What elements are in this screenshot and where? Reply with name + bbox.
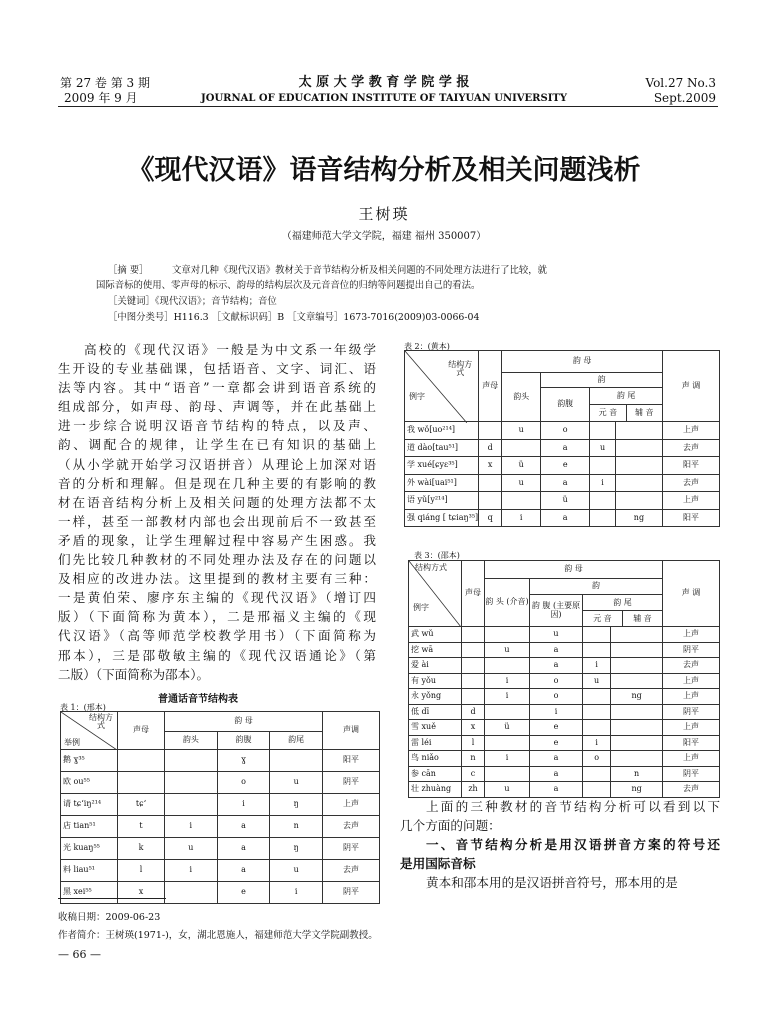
cell-c4: i <box>590 474 616 492</box>
cell-ex: 光 kuaŋ⁵⁵ <box>61 838 118 860</box>
table2: 结构方式 例字 声母 韵 母 声 调 韵头 韵 韵腹 韵 尾 元 音 辅 音 我 wǒ[uo²¹⁴] u o 上声 道 dào[tau⁵¹] d a u 去声 学 xué[ɕyɛ³⁵] x ü e 阳平 外 wài[uai⁵¹] u a i 去声 语 yǔ[y²¹⁴] ü 上声 强 qiáng [ tɕiaŋ³⁵] q i a ng 阳平 <box>404 350 720 527</box>
cell-c3: a <box>541 439 590 457</box>
cell-ex: 武 wǔ <box>409 627 462 643</box>
cell-c3: ü <box>541 492 590 510</box>
table-row <box>405 509 720 527</box>
cell-tone: 阴平 <box>663 642 720 658</box>
cell-c4 <box>583 782 611 798</box>
cell-c1: n <box>462 751 485 767</box>
table-row <box>405 457 720 475</box>
table-row <box>409 735 720 751</box>
cell-c2: u <box>485 642 530 658</box>
table-row <box>61 882 380 904</box>
cell-c5 <box>615 439 662 457</box>
cell-c2: u <box>165 838 218 860</box>
cell-tone: 上声 <box>663 689 720 705</box>
cell-c2 <box>165 882 218 904</box>
author-bio: 作者简介：王树瑛(1971-)，女，湖北恩施人，福建师范大学文学院副教授。 <box>58 930 378 941</box>
cell-c4 <box>590 509 616 527</box>
cell-c2: i <box>165 860 218 882</box>
cell-ex: 壮 zhuàng <box>409 782 462 798</box>
table1-label: 表 1：(邢本) <box>60 703 106 712</box>
cell-c1 <box>462 627 485 643</box>
cell-c1: c <box>462 766 485 782</box>
cell-ex: 爱 ài <box>409 658 462 674</box>
cell-c3: a <box>541 509 590 527</box>
cell-ex: 请 tɕ‘iŋ²¹⁴ <box>61 794 118 816</box>
cell-c4: ŋ <box>270 794 323 816</box>
cell-c2: i <box>485 673 530 689</box>
cell-c2: u <box>502 422 541 440</box>
table-row <box>409 720 720 736</box>
cell-ex: 外 wài[uai⁵¹] <box>405 474 479 492</box>
cell-c1 <box>462 642 485 658</box>
table-row <box>409 658 720 674</box>
cell-c4 <box>583 642 611 658</box>
cell-c3: o <box>530 689 583 705</box>
cell-tone: 上声 <box>663 492 720 510</box>
cell-c3: a <box>530 642 583 658</box>
cell-tone: 阴平 <box>323 838 380 860</box>
cell-tone: 上声 <box>663 422 720 440</box>
cell-c3: a <box>530 751 583 767</box>
cell-c4: u <box>590 439 616 457</box>
table-row <box>405 492 720 510</box>
cell-c1: t <box>118 816 165 838</box>
cell-c3: a <box>541 474 590 492</box>
cell-c5 <box>615 457 662 475</box>
cell-c3: a <box>217 860 270 882</box>
cell-c4: i <box>270 882 323 904</box>
cell-c3: i <box>217 794 270 816</box>
cell-tone: 阳平 <box>663 509 720 527</box>
cell-c2 <box>485 627 530 643</box>
cell-c2: i <box>165 816 218 838</box>
table1-corner: 结构方式 举例 <box>61 712 118 750</box>
cell-ex: 永 yǒng <box>409 689 462 705</box>
cell-c1 <box>479 474 502 492</box>
cell-c2 <box>485 658 530 674</box>
cell-c2: ü <box>485 720 530 736</box>
cell-c5 <box>615 492 662 510</box>
cell-c2: u <box>502 474 541 492</box>
cell-c4: n <box>270 816 323 838</box>
cell-c4 <box>583 720 611 736</box>
table3-label: 表 3：(邵本) <box>414 551 460 560</box>
cell-ex: 有 yǒu <box>409 673 462 689</box>
cell-tone: 去声 <box>663 658 720 674</box>
cell-tone: 阴平 <box>663 704 720 720</box>
cell-c3: o <box>541 422 590 440</box>
cell-c1: d <box>462 704 485 720</box>
cell-c2 <box>485 704 530 720</box>
cell-c3: e <box>530 720 583 736</box>
affiliation: （福建师范大学文学院，福建 福州 350007） <box>281 231 487 242</box>
cell-c1: x <box>479 457 502 475</box>
table-row <box>409 627 720 643</box>
cell-ex: 料 liau⁵¹ <box>61 860 118 882</box>
cell-tone: 去声 <box>663 782 720 798</box>
cell-c2 <box>165 750 218 772</box>
cell-ex: 道 dào[tau⁵¹] <box>405 439 479 457</box>
cell-c5 <box>611 627 663 643</box>
cell-c3: i <box>530 704 583 720</box>
table-row <box>61 772 380 794</box>
table-row <box>405 422 720 440</box>
table-row <box>409 751 720 767</box>
cell-c2 <box>165 772 218 794</box>
cell-c4: u <box>270 860 323 882</box>
sept: Sept.2009 <box>653 91 716 105</box>
cell-tone: 去声 <box>663 439 720 457</box>
journal-title-cn: 太 原 大 学 教 育 学 院 学 报 <box>298 75 470 90</box>
cell-c4 <box>583 704 611 720</box>
cell-c5 <box>611 642 663 658</box>
table3-corner: 结构方式 例字 <box>409 561 462 627</box>
cell-c1: x <box>462 720 485 736</box>
keywords: ［关键词］《现代汉语》；音节结构；音位 <box>108 296 277 307</box>
table3: 结构方式 例字 声母 韵 母 声 调 韵 头 (介音) 韵 韵 腹 (主要原因) 韵 尾 元 音 辅 音 武 wǔ u 上声 挖 wā u a 阴平 爱 ài a i 去声 有 yǒu i o u 上声 永 yǒng i o ng 上声 低 dī d i 阴平 雪 xuě x ü e 上声 雷 léi l e i 阳平 鸟 niǎo n i a o 上声 参 cān c a n 阴平 壮 zhuàng zh u a ng 去声 <box>408 560 720 798</box>
cell-c5 <box>611 673 663 689</box>
abstract-line1: 文章对几种《现代汉语》教材关于音节结构分析及相关问题的不同处理方法进行了比较，就 <box>172 265 548 276</box>
cell-c2 <box>502 492 541 510</box>
cell-tone: 去声 <box>323 860 380 882</box>
cell-c4 <box>590 422 616 440</box>
cell-ex: 店 tian⁵¹ <box>61 816 118 838</box>
cell-c3: a <box>530 766 583 782</box>
cell-c2 <box>485 735 530 751</box>
cell-c4 <box>583 766 611 782</box>
cell-c5 <box>611 720 663 736</box>
cell-ex: 学 xué[ɕyɛ³⁵] <box>405 457 479 475</box>
cell-c5 <box>615 422 662 440</box>
cell-c1: zh <box>462 782 485 798</box>
cell-c5 <box>615 474 662 492</box>
cell-c4: o <box>583 751 611 767</box>
cell-tone: 上声 <box>663 720 720 736</box>
table-row <box>409 766 720 782</box>
volume-issue: 第 27 卷 第 3 期 <box>60 76 150 90</box>
cell-c1 <box>462 673 485 689</box>
table-row <box>409 704 720 720</box>
cell-tone: 阳平 <box>663 457 720 475</box>
cell-c4 <box>590 492 616 510</box>
cell-c3: o <box>217 772 270 794</box>
cell-c1: l <box>462 735 485 751</box>
journal-title-en: JOURNAL OF EDUCATION INSTITUTE OF TAIYUAN UNIVERSITY <box>201 93 567 104</box>
cell-c2 <box>165 794 218 816</box>
table-row <box>405 474 720 492</box>
cell-c2 <box>502 439 541 457</box>
cell-c2: u <box>485 782 530 798</box>
body-right: 上面的三种教材的音节结构分析可以看到以下 几个方面的问题： 一、音节结构分析是用汉语拼音方案的符号还 是用国际音标 黄本和邵本用的是汉语拼音符号，邢本用的是 <box>400 799 720 891</box>
cell-tone: 阳平 <box>323 750 380 772</box>
cell-c5 <box>611 751 663 767</box>
cell-c4 <box>590 457 616 475</box>
cell-c1 <box>118 750 165 772</box>
cell-c1 <box>118 772 165 794</box>
cell-ex: 挖 wā <box>409 642 462 658</box>
cell-c4: u <box>270 772 323 794</box>
cell-c4: i <box>583 735 611 751</box>
cell-tone: 去声 <box>663 474 720 492</box>
cell-ex: 低 dī <box>409 704 462 720</box>
table-row <box>61 860 380 882</box>
table-row <box>61 838 380 860</box>
cell-c1: tɕ‘ <box>118 794 165 816</box>
table-row <box>409 642 720 658</box>
cell-c1: x <box>118 882 165 904</box>
cell-ex: 语 yǔ[y²¹⁴] <box>405 492 479 510</box>
cell-c5: ng <box>611 689 663 705</box>
table-row <box>409 689 720 705</box>
cell-tone: 阳平 <box>663 735 720 751</box>
cell-c3: e <box>530 735 583 751</box>
cell-c3: u <box>530 627 583 643</box>
cell-c5: ng <box>615 509 662 527</box>
cell-c4: i <box>583 658 611 674</box>
cell-ex: 鹅 ɣ³⁵ <box>61 750 118 772</box>
cell-c1 <box>479 492 502 510</box>
cell-c2: ü <box>502 457 541 475</box>
cell-c3: e <box>541 457 590 475</box>
cell-c1 <box>462 658 485 674</box>
cell-c3: a <box>217 816 270 838</box>
cell-tone: 阴平 <box>663 766 720 782</box>
cell-c1 <box>479 422 502 440</box>
vol-no: Vol.27 No.3 <box>645 76 716 90</box>
cell-c2 <box>485 766 530 782</box>
abstract-line2: 国际音标的使用、零声母的标示、韵母的结构层次及元音音位的归纳等问题提出自己的看法。 <box>96 280 481 291</box>
table-row <box>61 794 380 816</box>
author: 王树瑛 <box>358 205 410 223</box>
cell-ex: 鸟 niǎo <box>409 751 462 767</box>
footnote-rule <box>58 898 166 899</box>
table1-caption: 普通话音节结构表 <box>158 694 238 705</box>
cell-c5 <box>611 704 663 720</box>
cell-ex: 雪 xuě <box>409 720 462 736</box>
received-date: 收稿日期：2009-06-23 <box>58 912 161 923</box>
cell-c3: e <box>217 882 270 904</box>
cell-c3: a <box>530 782 583 798</box>
cell-c5 <box>611 735 663 751</box>
cell-c3: a <box>530 658 583 674</box>
cell-ex: 欧 ou⁵⁵ <box>61 772 118 794</box>
abstract-label: ［摘 要］ <box>108 265 149 276</box>
cell-c1: k <box>118 838 165 860</box>
table-row <box>61 750 380 772</box>
cell-c4 <box>583 689 611 705</box>
cell-c4: ŋ <box>270 838 323 860</box>
table-row <box>409 673 720 689</box>
cell-c2: i <box>502 509 541 527</box>
cell-tone: 上声 <box>323 794 380 816</box>
cell-tone: 阴平 <box>323 772 380 794</box>
page-number: — 66 — <box>58 948 101 961</box>
date: 2009 年 9 月 <box>64 91 138 105</box>
cell-tone: 上声 <box>663 751 720 767</box>
cell-c5: ng <box>611 782 663 798</box>
cell-c4: u <box>583 673 611 689</box>
cell-c4 <box>270 750 323 772</box>
cell-c1: q <box>479 509 502 527</box>
classification: ［中图分类号］H116.3 ［文献标识码］B ［文章编号］1673-7016(2009)03-0066-04 <box>108 312 480 323</box>
cell-c3: o <box>530 673 583 689</box>
article-title: 《现代汉语》语音结构分析及相关问题浅析 <box>127 155 641 186</box>
table-row <box>61 816 380 838</box>
cell-c4 <box>583 627 611 643</box>
cell-ex: 黑 xei⁵⁵ <box>61 882 118 904</box>
cell-tone: 去声 <box>323 816 380 838</box>
cell-tone: 阴平 <box>323 882 380 904</box>
cell-c1 <box>462 689 485 705</box>
cell-tone: 上声 <box>663 627 720 643</box>
cell-ex: 雷 léi <box>409 735 462 751</box>
table2-label: 表 2：(黄本) <box>404 342 450 351</box>
cell-ex: 参 cān <box>409 766 462 782</box>
cell-c1: l <box>118 860 165 882</box>
cell-ex: 我 wǒ[uo²¹⁴] <box>405 422 479 440</box>
cell-c3: a <box>217 838 270 860</box>
table2-corner: 结构方式 例字 <box>405 351 479 422</box>
cell-c1: d <box>479 439 502 457</box>
cell-c5: n <box>611 766 663 782</box>
cell-c2: i <box>485 689 530 705</box>
header-rule <box>58 106 718 107</box>
table-row <box>405 439 720 457</box>
body-left: 高校的《现代汉语》一般是为中文系一年级学 生开设的专业基础课，包括语音、文字、词汇、语 法等内容。其中“语音”一章都会讲到语音系统的 组成部分，如声母、韵母、声调等，并在此基础上 进一步综合说明汉语音节结构的特点，以及声、 韵、调配合的规律，让学生在已有知识的基础上 （从小学就开始学习汉语拼音）从理论上加深对语 音的分析和理解。但是现在几种主要的有影响的教 材在语音结构分析上及相关问题的处理方法都不太 一样，甚至一部教材内部也会出现前后不一致甚至 矛盾的现象，让学生理解过程中容易产生困惑。我 们先比较几种教材的不同处理办法及存在的问题以 及相应的改进办法。这里提到的教材主要有三种： 一是黄伯荣、廖序东主编的《现代汉语》（增订四 版）（下面简称为黄本），二是邢福义主编的《现 代汉语》（高等师范学校教学用书）（下面简称为 邢本），三是邵敬敏主编的《现代汉语通论》（第 二版）（下面简称为邵本）。 <box>58 342 376 682</box>
table1: 结构方式 举例 声母 韵 母 声调 韵头 韵腹 韵尾 鹅 ɣ³⁵ ɣ 阳平 欧 ou⁵⁵ o u 阴平 请 tɕ‘iŋ²¹⁴ tɕ‘ i ŋ 上声 店 tian⁵¹ t i a n 去声 光 kuaŋ⁵⁵ k u a ŋ 阴平 料 liau⁵¹ l i a u 去声 黑 xei⁵⁵ x e i 阴平 <box>60 711 380 904</box>
cell-ex: 强 qiáng [ tɕiaŋ³⁵] <box>405 509 479 527</box>
cell-c3: ɣ <box>217 750 270 772</box>
cell-c5 <box>611 658 663 674</box>
table-row <box>409 782 720 798</box>
cell-tone: 上声 <box>663 673 720 689</box>
cell-c2: i <box>485 751 530 767</box>
